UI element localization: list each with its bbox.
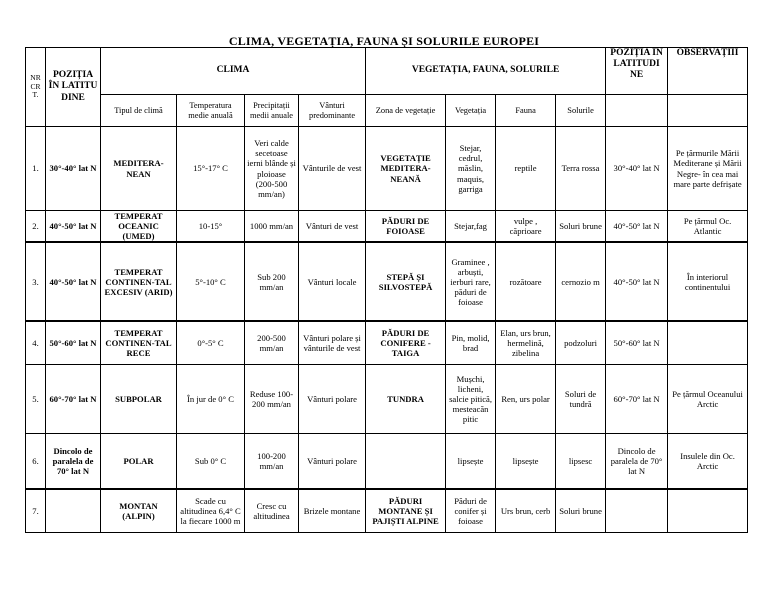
cell-nr: 5. bbox=[26, 364, 46, 433]
cell-veg: lipsește bbox=[446, 433, 496, 489]
cell-zona: TUNDRA bbox=[366, 364, 446, 433]
cell-obs: Insulele din Oc. Arctic bbox=[668, 433, 748, 489]
cell-pozitia-2: 50°-60° lat N bbox=[606, 321, 668, 364]
cell-obs bbox=[668, 489, 748, 532]
cell-fauna: lipsește bbox=[496, 433, 556, 489]
cell-fauna: rozătoare bbox=[496, 242, 556, 321]
cell-veg: Pin, molid, brad bbox=[446, 321, 496, 364]
cell-tip: TEMPERAT OCEANIC (UMED) bbox=[101, 211, 177, 243]
cell-vant: Vânturi de vest bbox=[299, 211, 366, 243]
cell-zona: PĂDURI DE CONIFERE - TAIGA bbox=[366, 321, 446, 364]
cell-obs: În interiorul continentului bbox=[668, 242, 748, 321]
cell-pozitia: 30°-40° lat N bbox=[46, 127, 101, 211]
cell-temp: 5°-10° C bbox=[177, 242, 245, 321]
cell-pozitia-2: 60°-70° lat N bbox=[606, 364, 668, 433]
cell-sol: cernozio m bbox=[556, 242, 606, 321]
cell-sol: lipsesc bbox=[556, 433, 606, 489]
cell-prec: 100-200 mm/an bbox=[245, 433, 299, 489]
header-nr: NR CR T. bbox=[26, 48, 46, 127]
cell-temp: În jur de 0° C bbox=[177, 364, 245, 433]
cell-nr: 3. bbox=[26, 242, 46, 321]
page-title: CLIMA, VEGETAȚIA, FAUNA ȘI SOLURILE EUROPEI bbox=[228, 34, 540, 48]
cell-sol: Soluri brune bbox=[556, 489, 606, 532]
header-precipitatii: Precipitații medii anuale bbox=[245, 95, 299, 127]
cell-tip: TEMPERAT CONTINEN-TAL RECE bbox=[101, 321, 177, 364]
cell-temp: 15°-17° C bbox=[177, 127, 245, 211]
cell-obs bbox=[668, 321, 748, 364]
cell-veg: Stejar,fag bbox=[446, 211, 496, 243]
cell-zona: VEGETAȚIE MEDITERA-NEANĂ bbox=[366, 127, 446, 211]
cell-sol: podzoluri bbox=[556, 321, 606, 364]
cell-pozitia-2: 40°-50° lat N bbox=[606, 211, 668, 243]
cell-tip: MEDITERA-NEAN bbox=[101, 127, 177, 211]
header-empty-2 bbox=[668, 95, 748, 127]
header-solurile: Solurile bbox=[556, 95, 606, 127]
header-vegetatia-group: VEGETAȚIA, FAUNA, SOLURILE bbox=[366, 48, 606, 95]
cell-pozitia: 40°-50° lat N bbox=[46, 211, 101, 243]
cell-zona bbox=[366, 433, 446, 489]
cell-veg: Mușchi, licheni, salcie pitică, mesteacăn pitic bbox=[446, 364, 496, 433]
header-fauna: Fauna bbox=[496, 95, 556, 127]
cell-pozitia bbox=[46, 489, 101, 532]
cell-tip: POLAR bbox=[101, 433, 177, 489]
table-row bbox=[26, 211, 748, 243]
cell-tip: SUBPOLAR bbox=[101, 364, 177, 433]
cell-tip: TEMPERAT CONTINEN-TAL EXCESIV (ARID) bbox=[101, 242, 177, 321]
cell-zona: STEPĂ ȘI SILVOSTEPĂ bbox=[366, 242, 446, 321]
table-row bbox=[26, 127, 748, 211]
header-empty-1 bbox=[606, 95, 668, 127]
cell-vant: Vânturi polare bbox=[299, 433, 366, 489]
cell-vant: Vânturi polare bbox=[299, 364, 366, 433]
cell-nr: 7. bbox=[26, 489, 46, 532]
cell-obs: Pe țărmul Oc. Atlantic bbox=[668, 211, 748, 243]
header-pozitia: POZIȚIA ÎN LATITU DINE bbox=[46, 48, 101, 127]
cell-sol: Terra rossa bbox=[556, 127, 606, 211]
cell-prec: Reduse 100- 200 mm/an bbox=[245, 364, 299, 433]
header-vegetatia: Vegetația bbox=[446, 95, 496, 127]
cell-fauna: vulpe , căprioare bbox=[496, 211, 556, 243]
cell-fauna: Ren, urs polar bbox=[496, 364, 556, 433]
cell-nr: 6. bbox=[26, 433, 46, 489]
cell-temp: Scade cu altitudinea 6,4° C la fiecare 1000 m bbox=[177, 489, 245, 532]
cell-zona: PĂDURI MONTANE ȘI PAJIȘTI ALPINE bbox=[366, 489, 446, 532]
cell-pozitia-2: Dincolo de paralela de 70° lat N bbox=[606, 433, 668, 489]
cell-prec: 1000 mm/an bbox=[245, 211, 299, 243]
table-row bbox=[26, 364, 748, 433]
cell-temp: 0°-5° C bbox=[177, 321, 245, 364]
cell-pozitia: 60°-70° lat N bbox=[46, 364, 101, 433]
cell-sol: Soluri brune bbox=[556, 211, 606, 243]
cell-veg: Graminee , arbuști, ierburi rare, păduri de foioase bbox=[446, 242, 496, 321]
cell-pozitia: 50°-60° lat N bbox=[46, 321, 101, 364]
header-observatii: OBSERVAȚIII bbox=[668, 48, 748, 95]
cell-obs: Pe țărmurile Mării Mediterane și Mării Negre- în cea mai mare parte defrișate bbox=[668, 127, 748, 211]
cell-pozitia-2: 40°-50° lat N bbox=[606, 242, 668, 321]
cell-pozitia-2: 30°-40° lat N bbox=[606, 127, 668, 211]
header-tipul: Tipul de climă bbox=[101, 95, 177, 127]
cell-nr: 2. bbox=[26, 211, 46, 243]
header-pozitia-2: POZIȚIA ÎN LATITUDI NE bbox=[606, 48, 668, 95]
table-row bbox=[26, 433, 748, 489]
cell-veg: Stejar, cedrul, măslin, maquis, garriga bbox=[446, 127, 496, 211]
header-temperatura: Temperatura medie anuală bbox=[177, 95, 245, 127]
table-row bbox=[26, 489, 748, 532]
cell-vant: Brizele montane bbox=[299, 489, 366, 532]
cell-nr: 1. bbox=[26, 127, 46, 211]
cell-fauna: reptile bbox=[496, 127, 556, 211]
header-row-1 bbox=[26, 48, 748, 95]
cell-obs: Pe țărmul Oceanului Arctic bbox=[668, 364, 748, 433]
cell-pozitia-2 bbox=[606, 489, 668, 532]
cell-sol: Soluri de tundră bbox=[556, 364, 606, 433]
cell-fauna: Urs brun, cerb bbox=[496, 489, 556, 532]
cell-zona: PĂDURI DE FOIOASE bbox=[366, 211, 446, 243]
cell-tip: MONTAN (ALPIN) bbox=[101, 489, 177, 532]
cell-prec: 200-500 mm/an bbox=[245, 321, 299, 364]
cell-temp: Sub 0° C bbox=[177, 433, 245, 489]
cell-pozitia: 40°-50° lat N bbox=[46, 242, 101, 321]
cell-prec: Cresc cu altitudinea bbox=[245, 489, 299, 532]
table-row bbox=[26, 321, 748, 364]
cell-pozitia: Dincolo de paralela de 70° lat N bbox=[46, 433, 101, 489]
cell-vant: Vânturi polare și vânturile de vest bbox=[299, 321, 366, 364]
header-zona: Zona de vegetație bbox=[366, 95, 446, 127]
cell-fauna: Elan, urs brun, hermelină, zibelina bbox=[496, 321, 556, 364]
cell-prec: Veri calde secetoase ierni blânde și ploioase (200-500 mm/an) bbox=[245, 127, 299, 211]
cell-prec: Sub 200 mm/an bbox=[245, 242, 299, 321]
header-clima: CLIMA bbox=[101, 48, 366, 95]
cell-vant: Vânturi locale bbox=[299, 242, 366, 321]
header-vanturi: Vânturi predominante bbox=[299, 95, 366, 127]
cell-veg: Păduri de conifer și foioase bbox=[446, 489, 496, 532]
cell-nr: 4. bbox=[26, 321, 46, 364]
europe-climate-table bbox=[25, 47, 748, 533]
header-row-2 bbox=[26, 95, 748, 127]
table-row bbox=[26, 242, 748, 321]
cell-temp: 10-15° bbox=[177, 211, 245, 243]
cell-vant: Vânturile de vest bbox=[299, 127, 366, 211]
